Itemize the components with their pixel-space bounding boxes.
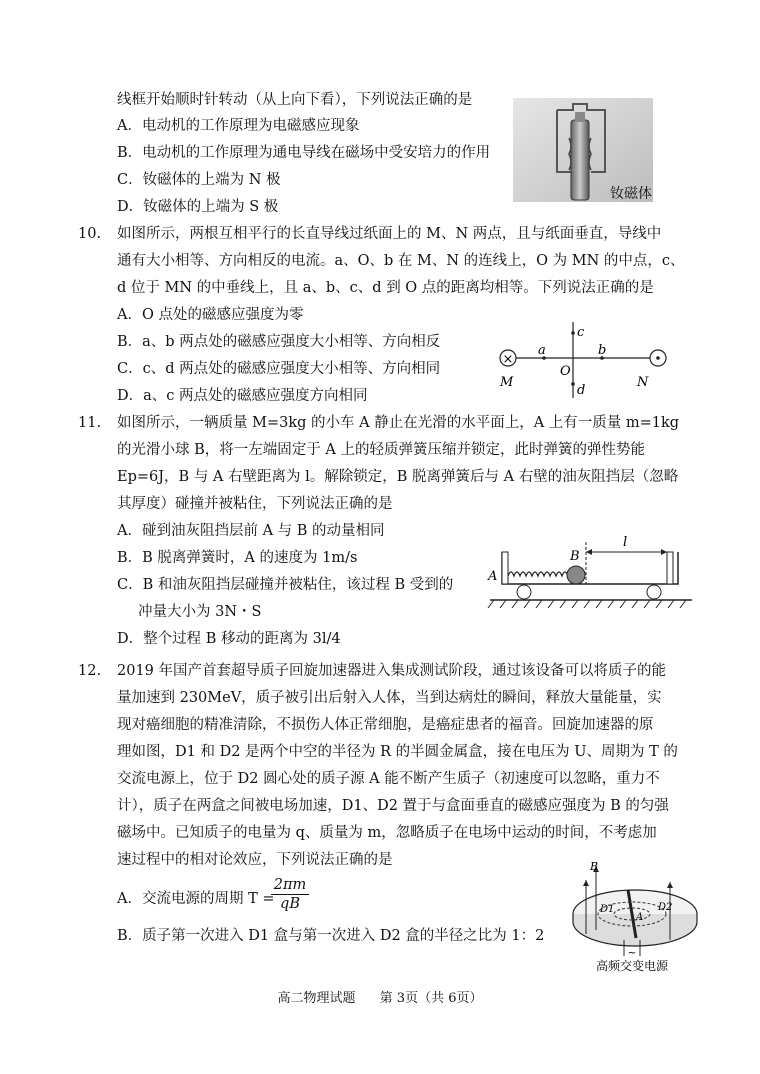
- q12-option-b: B．质子第一次进入 D1 盒与第一次进入 D2 盒的半径之比为 1：2: [117, 928, 545, 944]
- q11-figure: [486, 530, 694, 630]
- q10-option-a: A．O 点处的磁感应强度为零: [117, 307, 304, 323]
- q9-option-a: A．电动机的工作原理为电磁感应现象: [117, 118, 360, 134]
- q10-option-b: B．a、b 两点处的磁感应强度大小相等、方向相反: [117, 334, 441, 350]
- wire-n-dot: [656, 356, 660, 360]
- q10-stem-line1: 如图所示，两根互相平行的长直导线过纸面上的 M、N 两点，且与纸面垂直，导线中: [117, 226, 662, 242]
- label-o: O: [560, 364, 571, 379]
- ball-b: [567, 566, 585, 584]
- q9-stem: 线框开始顺时针转动（从上向下看），下列说法正确的是: [117, 92, 473, 108]
- q11-stem-line3: Ep=6J，B 与 A 右壁距离为 l。解除锁定，B 脱离弹簧后与 A 右壁的油灰阻挡层（忽略: [117, 469, 679, 485]
- label-a: a: [538, 343, 546, 358]
- q10-option-d: D．a、c 两点处的磁感应强度方向相同: [117, 388, 368, 404]
- label-n: N: [637, 375, 649, 390]
- q12-stem-line4: 理如图，D1 和 D2 是两个中空的半径为 R 的半圆金属盒，接在电压为 U、周期为 T 的: [117, 744, 678, 760]
- battery-magnet: [571, 120, 589, 200]
- point-d: [571, 382, 575, 386]
- q12-figure: [560, 860, 710, 972]
- q11-stem-line1: 如图所示，一辆质量 M=3kg 的小车 A 静止在光滑的水平面上，A 上有一质量 m=1kg: [117, 415, 680, 431]
- q12-stem-line3: 现对癌细胞的精准清除，不损伤人体正常细胞，是癌症患者的福音。回旋加速器的原: [117, 717, 654, 733]
- point-c: [571, 331, 575, 335]
- q11-option-a: A．碰到油灰阻挡层前 A 与 B 的动量相同: [117, 523, 385, 539]
- label-l: l: [623, 535, 628, 550]
- q11-option-c: C．B 和油灰阻挡层碰撞并被粘住，该过程 B 受到的: [117, 577, 454, 593]
- q11-number: 11.: [78, 415, 102, 431]
- q11-option-c-cont: 冲量大小为 3N・S: [138, 604, 262, 620]
- cart-right-wall: [667, 552, 673, 584]
- q12-stem-line1: 2019 年国产首套超导质子回旋加速器进入集成测试阶段，通过该设备可以将质子的能: [117, 663, 667, 679]
- q11-option-b: B．B 脱离弹簧时，A 的速度为 1m/s: [117, 550, 358, 566]
- label-c: c: [577, 325, 585, 340]
- wheel-right: [647, 585, 661, 599]
- label-b: B: [590, 860, 599, 873]
- footer-subject: 高二物理试题: [277, 991, 356, 1006]
- source-label: 高频交变电源: [595, 959, 669, 972]
- ground-hatch: [488, 600, 686, 608]
- q12-stem-line6: 计），质子在两盒之间被电场加速，D1、D2 置于与盒面垂直的磁感应强度为 B 的匀强: [117, 798, 669, 814]
- q10-number: 10.: [78, 226, 102, 242]
- q12-stem-line2: 量加速到 230MeV，质子被引出后射入人体，当到达病灶的瞬间，释放大量能量，实: [117, 690, 662, 706]
- label-d1: D1: [600, 904, 615, 915]
- label-b: B: [570, 549, 580, 564]
- q10-stem-line2: 通有大小相等、方向相反的电流。a、O、b 在 M、N 的连线上，O 为 MN 的中点，c、: [117, 253, 685, 269]
- label-b: b: [598, 343, 607, 358]
- spring: [508, 572, 568, 576]
- fraction-denominator: qB: [271, 894, 309, 913]
- fraction-numerator: 2πm: [273, 877, 307, 893]
- cart-left-wall: [502, 552, 508, 584]
- wheel-left: [517, 585, 531, 599]
- q11-stem-line2: 的光滑小球 B，将一左端固定于 A 上的轻质弹簧压缩并锁定，此时弹簧的弹性势能: [117, 442, 645, 458]
- footer-page: 第 3页（共 6页）: [379, 991, 483, 1006]
- q9-figure-label: 钕磁体: [610, 186, 652, 202]
- q10-stem-line3: d 位于 MN 的中垂线上，且 a、b、c、d 到 O 点的距离均相等。下列说法正确的是: [117, 280, 654, 296]
- q10-figure: [490, 318, 690, 404]
- label-d: d: [577, 383, 586, 398]
- label-a: A: [636, 912, 644, 923]
- wire-m-cross: ×: [502, 352, 514, 367]
- label-m: M: [500, 375, 514, 390]
- battery-cap: [575, 112, 585, 122]
- page-footer: [0, 990, 760, 1008]
- q9-option-c: C．钕磁体的上端为 N 极: [117, 172, 281, 188]
- label-a: A: [488, 569, 498, 584]
- q9-option-d: D．钕磁体的上端为 S 极: [117, 199, 279, 215]
- q12-number: 12.: [78, 663, 102, 679]
- q12-option-a-fraction: [271, 876, 309, 913]
- q11-option-d: D．整个过程 B 移动的距离为 3l/4: [117, 631, 341, 647]
- ac-symbol: ~: [627, 946, 637, 959]
- q9-option-b: B．电动机的工作原理为通电导线在磁场中受安培力的作用: [117, 145, 491, 161]
- q12-stem-line5: 交流电源上，位于 D2 圆心处的质子源 A 能不断产生质子（初速度可以忽略，重力不: [117, 771, 660, 787]
- q12-option-a-prefix: A．交流电源的周期 T =: [117, 891, 275, 907]
- q12-stem-line7: 磁场中。已知质子的电量为 q、质量为 m，忽略质子在电场中运动的时间，不考虑加: [117, 825, 657, 841]
- label-d2: D2: [658, 902, 673, 913]
- cart-body: [502, 552, 678, 584]
- q10-option-c: C．c、d 两点处的磁感应强度大小相等、方向相同: [117, 361, 441, 377]
- q11-stem-line4: 其厚度）碰撞并被粘住，下列说法正确的是: [117, 496, 393, 512]
- q12-stem-line8: 速过程中的相对论效应，下列说法正确的是: [117, 852, 393, 868]
